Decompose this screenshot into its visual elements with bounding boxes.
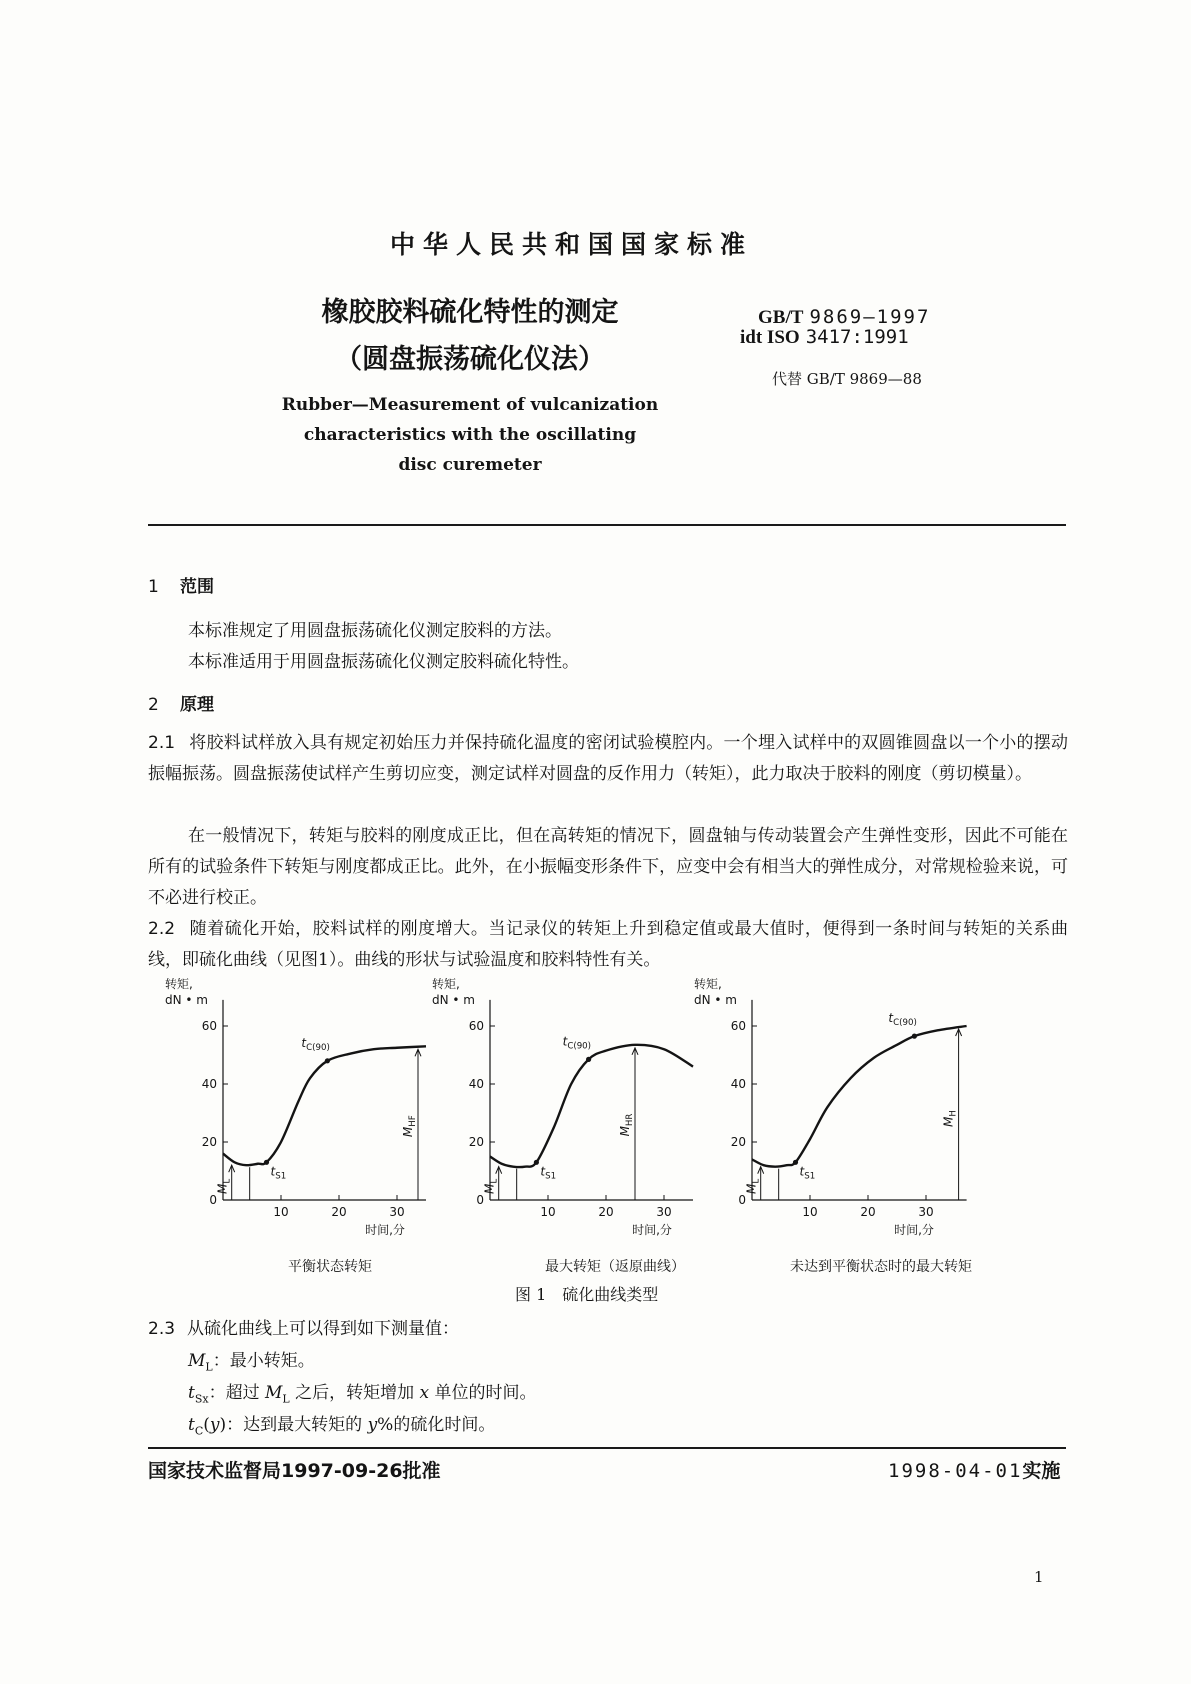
mh-label: $M_{HF}$ bbox=[401, 1115, 418, 1138]
y-tick-label: 60 bbox=[730, 1019, 746, 1033]
x-axis-label: 时间,分 bbox=[894, 1223, 934, 1237]
panel2-caption: 最大转矩（返原曲线） bbox=[545, 1259, 685, 1275]
tc90-point bbox=[586, 1057, 591, 1062]
y-tick-label: 40 bbox=[468, 1077, 484, 1091]
y-tick-label: 0 bbox=[209, 1193, 217, 1207]
y-tick-label: 60 bbox=[468, 1019, 484, 1033]
x-tick-label: 10 bbox=[802, 1205, 818, 1219]
mh-label: $M_{HR}$ bbox=[618, 1113, 635, 1137]
header-divider bbox=[148, 524, 1066, 526]
gb-code-prefix: GB/T bbox=[758, 307, 804, 328]
def-ts-m: M bbox=[265, 1383, 283, 1403]
tc90-label: $t_{C(90)}$ bbox=[888, 1011, 917, 1029]
tc90-label: $t_{C(90)}$ bbox=[301, 1035, 330, 1053]
idt-code bbox=[740, 326, 909, 349]
def-ts-x: x bbox=[419, 1383, 430, 1403]
x-axis-label: 时间,分 bbox=[365, 1223, 405, 1237]
def-ml-text: ：最小转矩。 bbox=[212, 1351, 315, 1371]
def-tc-y: y bbox=[209, 1415, 220, 1435]
ts1-label: $t_{S1}$ bbox=[270, 1164, 287, 1182]
y-axis-label-2: dN • m bbox=[165, 993, 208, 1007]
x-tick-label: 30 bbox=[656, 1205, 672, 1219]
panel1-caption: 平衡状态转矩 bbox=[288, 1259, 372, 1275]
section1-p1: 本标准规定了用圆盘振荡硫化仪测定胶料的方法。 bbox=[188, 621, 562, 641]
approval-line: 国家技术监督局1997-09-26批准 bbox=[148, 1460, 441, 1482]
def-tc-text-a: ( bbox=[203, 1415, 210, 1435]
title-cn-line2: （圆盘振荡硫化仪法） bbox=[335, 344, 605, 375]
figure-panel-1 bbox=[165, 978, 465, 1248]
idt-code-prefix: idt ISO bbox=[740, 327, 800, 348]
def-tc-text-b: )：达到最大转矩的 bbox=[219, 1415, 368, 1435]
def-ml-sub: L bbox=[205, 1360, 213, 1374]
title-en-line1: Rubber—Measurement of vulcanization bbox=[281, 395, 659, 415]
clause-2-3 bbox=[148, 1314, 459, 1339]
section1-title: 范围 bbox=[180, 577, 214, 597]
section1-number: 1 bbox=[148, 577, 159, 597]
idt-code-number: 3417:1991 bbox=[805, 326, 909, 348]
title-cn-line1: 橡胶胶料硫化特性的测定 bbox=[321, 297, 619, 328]
clause-2-1-number: 2.1 bbox=[148, 733, 176, 753]
def-tc bbox=[188, 1410, 495, 1437]
effective-line bbox=[888, 1456, 1060, 1483]
clause-2-3-text: 从硫化曲线上可以得到如下测量值： bbox=[187, 1319, 460, 1339]
def-ts bbox=[188, 1378, 537, 1405]
clause-2-1-text: 将胶料试样放入具有规定初始压力并保持硫化温度的密闭试验模腔内。一个埋入试样中的双圆锥圆盘以一个小的摆动振幅振荡。圆盘振荡使试样产生剪切应变，测定试样对圆盘的反作用力（转矩），此力取决于胶料的刚度（剪切模量）。 bbox=[148, 733, 1068, 784]
x-tick-label: 20 bbox=[860, 1205, 876, 1219]
ts1-point bbox=[264, 1160, 269, 1165]
replaces-code: 代替 GB/T 9869—88 bbox=[772, 370, 922, 388]
ts1-label: $t_{S1}$ bbox=[540, 1164, 557, 1182]
clause-2-1 bbox=[148, 728, 1068, 790]
cure-curve bbox=[752, 1026, 967, 1167]
y-tick-label: 60 bbox=[201, 1019, 217, 1033]
section2-number: 2 bbox=[148, 695, 159, 715]
x-tick-label: 20 bbox=[598, 1205, 614, 1219]
ml-label: $M_L$ bbox=[482, 1178, 500, 1194]
figure-caption: 图 1 硫化曲线类型 bbox=[515, 1285, 659, 1304]
x-axis-label: 时间,分 bbox=[632, 1223, 672, 1237]
tc90-label: $t_{C(90)}$ bbox=[562, 1034, 592, 1052]
panel3-caption: 未达到平衡状态时的最大转矩 bbox=[790, 1259, 972, 1275]
ts1-point bbox=[793, 1160, 798, 1165]
def-tc-text-c: %的硫化时间。 bbox=[377, 1415, 496, 1435]
effective-suffix: 实施 bbox=[1022, 1460, 1061, 1482]
clause-2-1-p2: 在一般情况下，转矩与胶料的刚度成正比，但在高转矩的情况下，圆盘轴与传动装置会产生弹性变形，因此不可能在所有的试验条件下转矩与刚度都成正比。此外，在小振幅变形条件下，应变中会有相当大的弹性成分，对常规检验来说，可不必进行校正。 bbox=[148, 826, 1068, 908]
title-en-line2: characteristics with the oscillating bbox=[303, 425, 637, 445]
y-axis-label-2: dN • m bbox=[694, 993, 737, 1007]
y-tick-label: 40 bbox=[201, 1077, 217, 1091]
y-axis-label-1: 转矩, bbox=[694, 978, 722, 991]
section2-title: 原理 bbox=[180, 695, 214, 715]
def-ts-msub: L bbox=[282, 1392, 290, 1406]
clause-2-2 bbox=[148, 914, 1068, 976]
cure-curve bbox=[490, 1045, 693, 1167]
title-en-line3: disc curemeter bbox=[398, 455, 542, 475]
def-ts-text-a: ：超过 bbox=[208, 1383, 265, 1403]
y-tick-label: 40 bbox=[730, 1077, 746, 1091]
y-tick-label: 0 bbox=[476, 1193, 484, 1207]
y-tick-label: 0 bbox=[738, 1193, 746, 1207]
def-ts-sub: Sx bbox=[194, 1392, 209, 1406]
mh-label: $M_H$ bbox=[941, 1110, 959, 1127]
y-tick-label: 20 bbox=[468, 1135, 484, 1149]
section2-heading bbox=[148, 690, 214, 715]
y-tick-label: 20 bbox=[201, 1135, 217, 1149]
y-axis-label-2: dN • m bbox=[432, 993, 475, 1007]
gb-code-number: 9869—1997 bbox=[809, 306, 931, 328]
ml-label: $M_L$ bbox=[744, 1178, 762, 1194]
x-tick-label: 20 bbox=[331, 1205, 347, 1219]
footer-divider bbox=[148, 1447, 1066, 1449]
clause-2-2-number: 2.2 bbox=[148, 919, 176, 939]
def-ml bbox=[188, 1346, 315, 1373]
section1-p2: 本标准适用于用圆盘振荡硫化仪测定胶料硫化特性。 bbox=[188, 652, 579, 672]
def-tc-sub: C bbox=[194, 1424, 204, 1438]
tc90-point bbox=[325, 1058, 330, 1063]
tc90-point bbox=[912, 1034, 917, 1039]
def-ts-text-b: 之后，转矩增加 bbox=[289, 1383, 420, 1403]
page-number: 1 bbox=[1034, 1568, 1044, 1586]
def-ts-symbol: t bbox=[188, 1383, 195, 1403]
x-tick-label: 10 bbox=[273, 1205, 289, 1219]
clause-2-3-number: 2.3 bbox=[148, 1319, 176, 1339]
x-tick-label: 10 bbox=[540, 1205, 556, 1219]
x-tick-label: 30 bbox=[918, 1205, 934, 1219]
def-tc-y2: y bbox=[367, 1415, 378, 1435]
cure-curve bbox=[223, 1046, 426, 1165]
y-axis-label-1: 转矩, bbox=[432, 978, 460, 991]
ts1-point bbox=[534, 1160, 539, 1165]
national-standard-heading: 中华人民共和国国家标准 bbox=[389, 230, 753, 259]
effective-date: 1998-04-01 bbox=[888, 1460, 1023, 1482]
def-ml-symbol: M bbox=[188, 1351, 206, 1371]
def-ts-text-c: 单位的时间。 bbox=[429, 1383, 537, 1403]
x-tick-label: 30 bbox=[389, 1205, 405, 1219]
clause-2-2-text: 随着硫化开始，胶料试样的刚度增大。当记录仪的转矩上升到稳定值或最大值时，便得到一条时间与转矩的关系曲线，即硫化曲线（见图1）。曲线的形状与试验温度和胶料特性有关。 bbox=[148, 919, 1068, 970]
ts1-label: $t_{S1}$ bbox=[799, 1164, 816, 1182]
section1-heading bbox=[148, 572, 214, 597]
ml-label: $M_L$ bbox=[215, 1178, 233, 1194]
y-tick-label: 20 bbox=[730, 1135, 746, 1149]
figure-panel-3 bbox=[694, 978, 1024, 1248]
def-tc-symbol: t bbox=[188, 1415, 195, 1435]
y-axis-label-1: 转矩, bbox=[165, 978, 193, 991]
